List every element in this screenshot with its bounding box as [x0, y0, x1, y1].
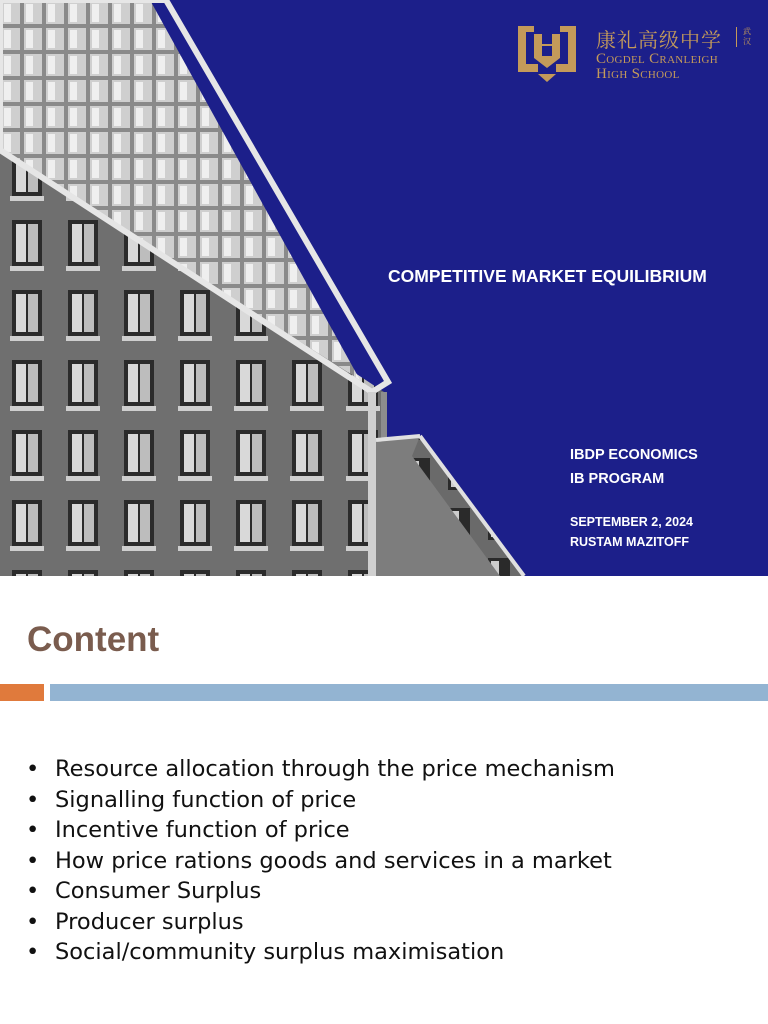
list-item: [26, 846, 615, 877]
bullet-icon: •: [26, 817, 40, 843]
list-item-text: Signalling function of price: [55, 786, 357, 813]
presentation-title: COMPETITIVE MARKET EQUILIBRIUM: [388, 266, 707, 286]
school-city-chinese: 武汉: [736, 27, 753, 47]
bullet-icon: •: [26, 908, 40, 935]
bullet-icon: •: [26, 878, 40, 904]
school-crest-icon: [514, 24, 580, 82]
bullet-icon: •: [26, 847, 40, 874]
list-item: [26, 907, 615, 938]
list-item: [26, 785, 615, 816]
school-logo: [514, 22, 764, 84]
school-name-line1: Cogdel Cranleigh: [596, 51, 719, 67]
list-item-text: Resource allocation through the price mechanism: [55, 756, 615, 782]
course-name: IBDP ECONOMICS: [570, 447, 698, 463]
list-item-text: Incentive function of price: [55, 817, 350, 843]
list-item: [26, 815, 615, 846]
bullet-icon: •: [26, 786, 40, 813]
content-heading: Content: [27, 620, 160, 659]
content-list: [26, 754, 615, 968]
accent-bar-orange: [0, 684, 44, 701]
accent-bar-blue: [50, 684, 768, 701]
list-item-text: Consumer Surplus: [55, 878, 262, 904]
program-name: IB PROGRAM: [570, 471, 665, 487]
bullet-icon: •: [26, 756, 40, 782]
author-name: RUSTAM MAZITOFF: [570, 535, 689, 549]
list-item-text: How price rations goods and services in a market: [55, 847, 612, 874]
school-name-chinese: 康礼高级中学: [596, 28, 722, 52]
bullet-icon: •: [26, 939, 40, 965]
presentation-date: SEPTEMBER 2, 2024: [570, 515, 693, 529]
school-name-line2: High School: [596, 66, 680, 82]
list-item-text: Producer surplus: [55, 908, 244, 935]
list-item: [26, 754, 615, 785]
list-item-text: Social/community surplus maximisation: [55, 939, 505, 965]
list-item: [26, 937, 615, 968]
school-name-english: [596, 52, 718, 82]
list-item: [26, 876, 615, 907]
